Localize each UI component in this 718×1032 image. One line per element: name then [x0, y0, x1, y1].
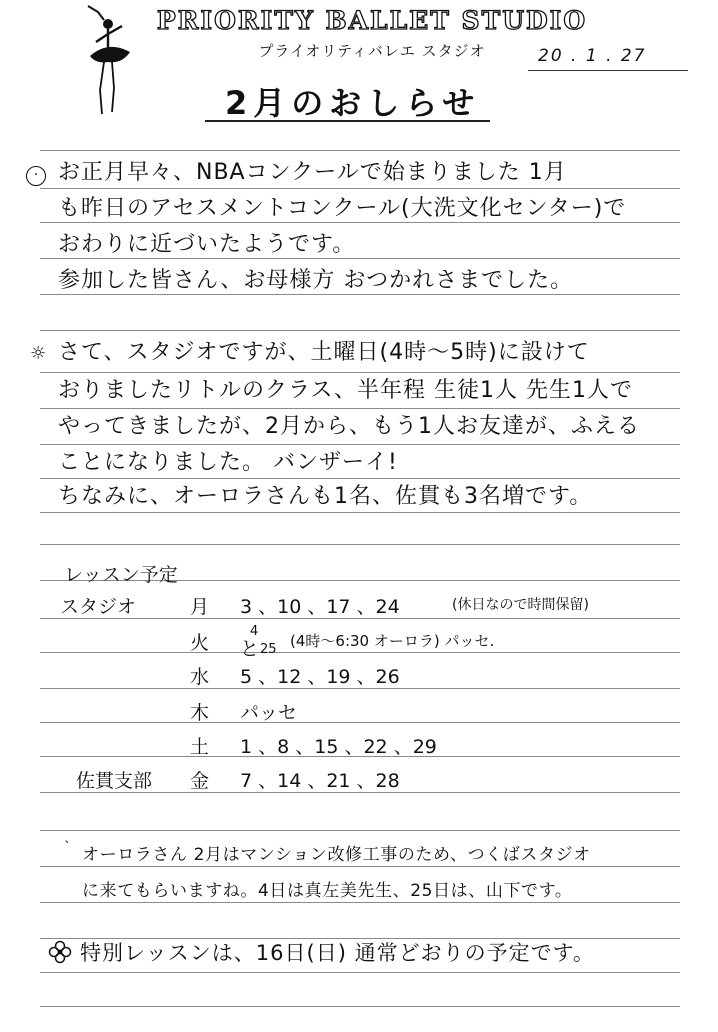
bullet-dot-icon: ` [64, 840, 71, 856]
schedule-date-sup: 4 [250, 624, 259, 639]
ruled-line [40, 1006, 680, 1007]
schedule-day: 水 [190, 666, 210, 688]
ruled-line [40, 330, 680, 331]
ruled-line [40, 294, 680, 295]
ruled-line [40, 150, 680, 151]
schedule-row [60, 732, 680, 762]
schedule-dates: 5 、12 、19 、26 [240, 666, 400, 688]
schedule-location: 佐貫支部 [76, 770, 153, 792]
section1-line: おわりに近づいたようです。 [58, 232, 356, 257]
section1-line: も昨日のアセスメントコンクール(大洗文化センター)で [58, 196, 627, 221]
ruled-line [40, 938, 680, 939]
ruled-line [40, 544, 680, 545]
special-lesson-notice: 特別レッスンは、16日(日) 通常どおりの予定です。 [80, 941, 595, 965]
section2-line: やってきましたが、2月から、もう1人お友達が、ふえる [58, 414, 640, 439]
ruled-line [40, 408, 680, 409]
ruled-line [40, 188, 680, 189]
schedule-row [76, 766, 676, 796]
schedule-dates: 7 、14 、21 、28 [240, 770, 400, 792]
schedule-row [60, 698, 680, 728]
section1-line: 参加した皆さん、お母様方 おつかれさまでした。 [58, 268, 574, 293]
schedule-day: 月 [190, 596, 210, 618]
circled-bullet-icon: ・ [26, 166, 46, 186]
schedule-dates: 3 、10 、17 、24 [240, 596, 400, 618]
ruled-line [40, 372, 680, 373]
schedule-dates: と [240, 638, 260, 660]
schedule-day: 木 [190, 702, 210, 724]
schedule-dates: パッセ [240, 702, 298, 724]
ruled-line [40, 512, 680, 513]
ruled-line [40, 222, 680, 223]
studio-name: PRIORITY BALLET STUDIO [156, 6, 588, 35]
schedule-dates: 1 、8 、15 、22 、29 [240, 736, 437, 758]
schedule-heading: レッスン予定 [64, 564, 178, 586]
ruled-line [40, 444, 680, 445]
letter-header [0, 0, 718, 130]
ballerina-logo [84, 4, 140, 116]
schedule-location: スタジオ [60, 596, 137, 618]
schedule-day: 金 [190, 770, 210, 792]
schedule-row [60, 662, 680, 692]
schedule-row [60, 592, 680, 622]
section2-line: ちなみに、オーロラさんも1名、佐貫も3名増です。 [58, 484, 593, 509]
section3-line: に来てもらいますね。4日は真左美先生、25日は、山下です。 [82, 881, 573, 901]
section2-line: ことになりました。 バンザーイ! [58, 450, 398, 475]
page-title: 2月のおしらせ [225, 84, 481, 122]
schedule-note: (休日なので時間保留) [452, 597, 589, 613]
ruled-line [40, 830, 680, 831]
title-underline [205, 120, 490, 122]
ruled-line [40, 972, 680, 973]
section1-line: お正月早々、NBAコンクールで始まりました 1月 [58, 160, 567, 185]
schedule-day: 土 [190, 736, 210, 758]
section2-line: おりましたリトルのクラス、半年程 生徒1人 先生1人で [58, 378, 633, 403]
date-underline [528, 70, 688, 71]
schedule-note: (4時～6:30 オーロラ) パッセ. [290, 632, 495, 650]
ruled-line [40, 258, 680, 259]
studio-name-kana: プライオリティバレエ スタジオ [258, 42, 486, 60]
flower-icon [48, 940, 72, 964]
schedule-date-sub: 25 [260, 642, 277, 657]
sun-icon: ☼ [30, 343, 47, 364]
letter-date: 20 . 1 . 27 [538, 46, 647, 66]
section2-line: さて、スタジオですが、土曜日(4時～5時)に設けて [58, 340, 590, 365]
schedule-row [60, 624, 680, 660]
section3-line: オーロラさん 2月はマンション改修工事のため、つくばスタジオ [82, 845, 591, 865]
schedule-day: 火 [190, 632, 210, 654]
ruled-line [40, 478, 680, 479]
